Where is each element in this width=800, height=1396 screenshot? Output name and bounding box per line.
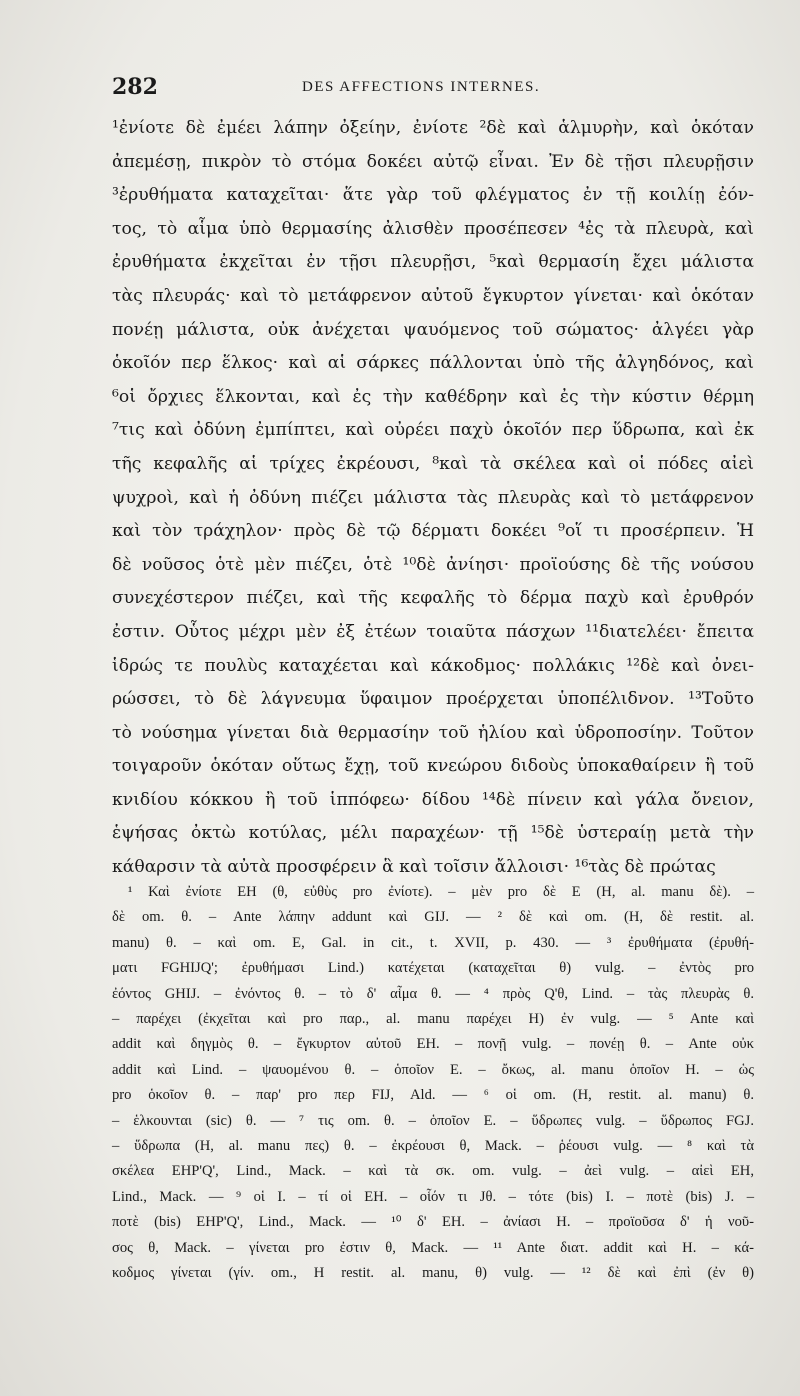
text-line: ¹ἐνίοτε δὲ ἐμέει λάπην ὀξείην, ἐνίοτε ²δὲ καὶ ἁλμυρὴν, καὶ ὁκόταν (112, 118, 754, 138)
text-line: ψυχροὶ, καὶ ἡ ὀδύνη πιέζει μάλιστα τὰς πλευρὰς καὶ τὸ μετάφρενον (112, 487, 754, 508)
text-line: συνεχέστερον πιέζει, καὶ τῆς κεφαλῆς τὸ δέρμα παχὺ καὶ ἐρυθρόν (112, 588, 754, 609)
text-line: πονέῃ μάλιστα, οὐκ ἀνέχεται ψαυόμενος τοῦ σώματος· ἀλγέει γὰρ (112, 319, 754, 340)
text-line: ὁκοῖόν περ ἕλκος· καὶ αἱ σάρκες πάλλονται ὑπὸ τῆς ἀλγηδόνος, καὶ (112, 353, 754, 374)
footnote-line: Lind., Mack. — ⁹ οἱ I. – τί οἱ EH. – οἷόν τι Jθ. – τότε (bis) I. – ποτὲ (bis) J. – (112, 1188, 754, 1205)
footnote-line: – παρέχει (ἐκχεῖται καὶ pro παρ., al. manu παρέχει H) ἐν vulg. — ⁵ Ante καὶ (112, 1011, 754, 1028)
page-header (112, 74, 752, 106)
text-line: ἐστιν. Οὗτος μέχρι μὲν ἐξ ἐτέων τοιαῦτα πάσχων ¹¹διατελέει· ἔπειτα (112, 621, 754, 642)
footnote-line: σκέλεα EHP'Q', Lind., Mack. – καὶ τὰ σκ. om. vulg. – ἀεὶ vulg. – αἰεὶ EH, (112, 1163, 754, 1180)
text-line: ⁶οἱ ὄρχιες ἕλκονται, καὶ ἐς τὴν καθέδρην καὶ ἐς τὴν κύστιν θέρμη (112, 386, 754, 407)
footnote-line: ματι FGHIJQ'; ἐρυθήμασι Lind.) κατέχεται (καταχεῖται θ) vulg. – ἐντὸς pro (112, 960, 754, 977)
text-line: τος, τὸ αἷμα ὑπὸ θερμασίης ἀλισθὲν προσέπεσεν ⁴ἐς τὰ πλευρὰ, καὶ (112, 218, 754, 239)
footnote-line: ¹ Καὶ ἐνίοτε EH (θ, εὐθὺς pro ἐνίοτε). – μὲν pro δὲ E (H, al. manu δὲ). – (128, 884, 754, 900)
footnote-line: pro ὁκοῖον θ. – παρ' pro περ FIJ, Ald. — ⁶ οἱ om. (H, restit. al. manu) θ. (112, 1087, 754, 1104)
text-line: ρώσσει, τὸ δὲ λάγνευμα ὕφαιμον προέρχεται ὑποπέλιδνον. ¹³Τοῦτο (112, 689, 754, 710)
main-text (112, 112, 754, 885)
footnote-line: ἐόντος GHIJ. – ἐνόντος θ. – τὸ δ' αἷμα θ. — ⁴ πρὸς Q'θ, Lind. – τὰς πλευρὰς θ. (112, 985, 754, 1002)
page-number: 282 (112, 74, 158, 100)
footnote-line: addit καὶ Lind. – ψαυομένου θ. – ὁποῖον E. – ὄκως, al. manu ὁποῖον H. – ὡς (112, 1061, 754, 1078)
text-line: καὶ τὸν τράχηλον· πρὸς δὲ τῷ δέρματι δοκέει ⁹οἵ τι προσέρπειν. Ἡ (112, 521, 754, 542)
text-line: ἀπεμέσῃ, πικρὸν τὸ στόμα δοκέει αὐτῷ εἶναι. Ἐν δὲ τῇσι πλευρῇσιν (112, 151, 754, 172)
text-line: ³ἐρυθήματα καταχεῖται· ἅτε γὰρ τοῦ φλέγματος ἐν τῇ κοιλίῃ ἐόν- (112, 185, 754, 206)
footnote-line: ποτὲ (bis) EHP'Q', Lind., Mack. — ¹⁰ δ' EH. – ἀνίασι H. – προϊοῦσα δ' ἡ νοῦ- (112, 1214, 754, 1231)
running-head: DES AFFECTIONS INTERNES. (302, 79, 541, 95)
footnote-line: manu) θ. – καὶ om. E, Gal. in cit., t. XVII, p. 430. — ³ ἐρυθήματα (ἐρυθή- (112, 934, 754, 951)
text-line: κάθαρσιν τὰ αὐτὰ προσφέρειν ἃ καὶ τοῖσιν ἄλλοισι· ¹⁶τὰς δὲ πρώτας (112, 857, 716, 878)
text-line: τῆς κεφαλῆς αἱ τρίχες ἐκρέουσι, ⁸καὶ τὰ σκέλεα καὶ οἱ πόδες αἰεὶ (112, 453, 754, 474)
text-line: ἐρυθήματα ἐκχεῖται ἐν τῇσι πλευρῇσι, ⁵καὶ θερμασίη ἔχει μάλιστα (112, 252, 754, 273)
text-line: τὰς πλευράς· καὶ τὸ μετάφρενον αὐτοῦ ἔγκυρτον γίνεται· καὶ ὁκόταν (112, 285, 754, 306)
text-line: ἱδρώς τε πουλὺς καταχέεται καὶ κάκοδμος· πολλάκις ¹²δὲ καὶ ὀνει- (112, 655, 754, 676)
text-line: ⁷τις καὶ ὀδύνη ἐμπίπτει, καὶ οὐρέει παχὺ ὁκοῖόν περ ὕδρωπα, καὶ ἐκ (112, 420, 754, 441)
footnote-line: κοδμος γίνεται (γίν. om., H restit. al. manu, θ) vulg. — ¹² δὲ καὶ ἐπὶ (ἐν θ) (112, 1265, 754, 1282)
footnote-line: – ὕδρωπα (H, al. manu πες) θ. – ἐκρέουσι θ, Mack. – ῥέουσι vulg. — ⁸ καὶ τὰ (112, 1138, 754, 1155)
text-line: κνιδίου κόκκου ἢ τοῦ ἱππόφεω· δίδου ¹⁴δὲ πίνειν καὶ γάλα ὄνειον, (112, 789, 754, 810)
footnote-line: – ἑλκουνται (sic) θ. — ⁷ τις om. θ. – ὁποῖον E. – ὕδρωπες vulg. – ὕδρωπος FGJ. (112, 1112, 754, 1129)
text-line: τοιγαροῦν ὁκόταν οὕτως ἔχῃ, τοῦ κνεώρου διδοὺς ὑποκαθαίρειν ἢ τοῦ (112, 756, 754, 777)
text-line: τὸ νούσημα γίνεται διὰ θερμασίην τοῦ ἡλίου καὶ ὑδροποσίην. Τοῦτον (112, 722, 754, 743)
text-line: δὲ νοῦσος ὁτὲ μὲν πιέζει, ὁτὲ ¹⁰δὲ ἀνίησι· προϊούσης δὲ τῆς νούσου (112, 554, 754, 575)
footnote-line: δὲ om. θ. – Ante λάπην addunt καὶ GIJ. — ² δὲ καὶ om. (H, δὲ restit. al. (112, 909, 754, 926)
footnotes (112, 880, 754, 1287)
text-line: ἑψήσας ὀκτὼ κοτύλας, μέλι παραχέων· τῇ ¹⁵δὲ ὑστεραίῃ μετὰ τὴν (112, 823, 754, 844)
footnote-line: σος θ, Mack. – γίνεται pro ἐστιν θ, Mack. — ¹¹ Ante διατ. addit καὶ H. – κά- (112, 1239, 754, 1256)
footnote-line: addit καὶ δηγμὸς θ. – ἔγκυρτον αὐτοῦ EH. – πονῇ vulg. – πονέῃ θ. – Ante οὐκ (112, 1036, 754, 1053)
